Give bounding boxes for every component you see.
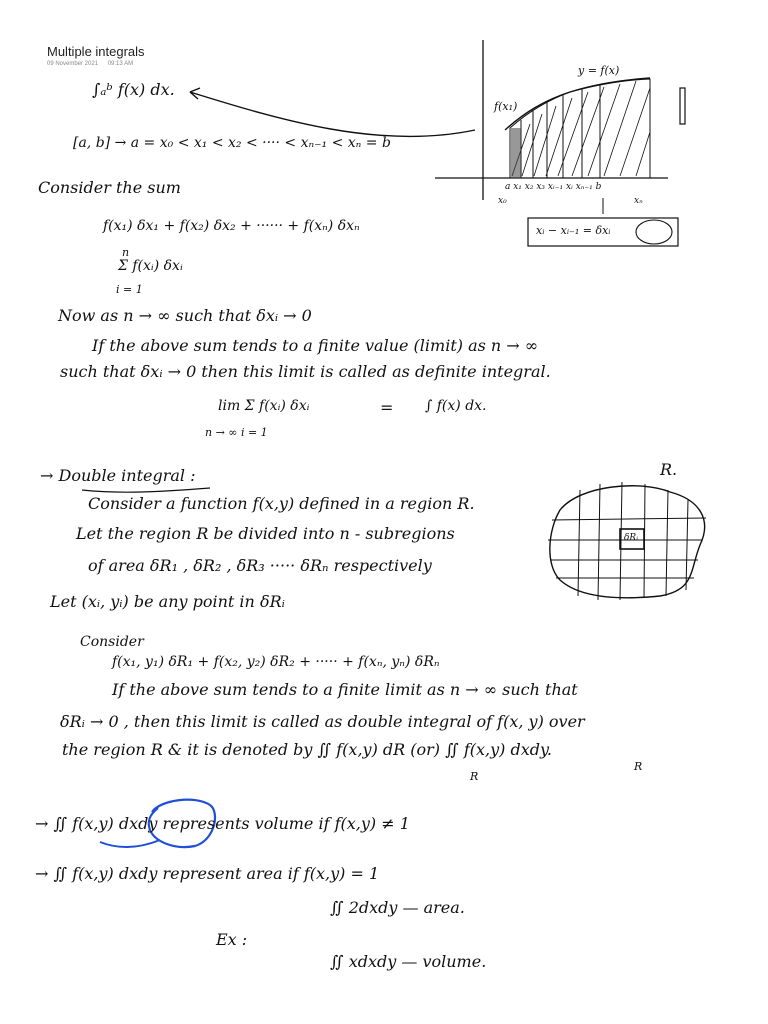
example-volume: ∬ xdxdy — volume. [330, 952, 487, 971]
double-line-2: Let the region R be divided into n - subregions [76, 524, 455, 543]
if2-region-r-2: R [634, 760, 643, 773]
if2-line-1: If the above sum tends to a finite limit as n → ∞ such that [112, 680, 578, 699]
sum-compact: Σ f(xᵢ) δxᵢ [118, 258, 183, 274]
page-time: 09:13 AM [107, 61, 134, 67]
graph-fx1-label: f(x₁) [494, 100, 518, 113]
double-integral-heading: → Double integral : [40, 466, 196, 485]
double-line-4: Let (xᵢ, yᵢ) be any point in δRᵢ [50, 592, 285, 611]
first-strip-fill [511, 128, 521, 178]
limit-equals: = [380, 398, 394, 417]
if2-line-3: the region R & it is denoted by ∬ f(x,y) dR (or) ∬ f(x,y) dxdy. [62, 740, 552, 759]
page-date: 09 November 2021 [47, 61, 99, 67]
limit-rhs: ∫ f(x) dx. [425, 398, 487, 414]
graph-x0-label: x₀ [498, 196, 507, 206]
double-sum: f(x₁, y₁) δR₁ + f(x₂, y₂) δR₂ + ····· + f(xₙ, yₙ) δRₙ [112, 654, 440, 670]
pointer-arrow [190, 92, 475, 136]
region-cell-label: δRᵢ [624, 533, 639, 543]
region-r-label: R. [660, 460, 678, 479]
limit-lhs: lim Σ f(xᵢ) δxᵢ [218, 398, 310, 414]
partition-line: [a, b] → a = x₀ < x₁ < x₂ < ···· < xₙ₋₁ < xₙ = b [73, 135, 391, 151]
example-label: Ex : [216, 930, 248, 949]
delta-x-definition: xᵢ − xᵢ₋₁ = δxᵢ [536, 224, 611, 237]
area-line: → ∬ f(x,y) dxdy represent area if f(x,y) = 1 [35, 864, 380, 883]
if2-line-2: δRᵢ → 0 , then this limit is called as double integral of f(x, y) over [60, 712, 585, 731]
graph-tick-labels: a x₁ x₂ x₃ xᵢ₋₁ xᵢ xₙ₋₁ b [505, 182, 602, 192]
example-area: ∬ 2dxdy — area. [330, 898, 465, 917]
graph-function-label: y = f(x) [578, 64, 620, 77]
volume-line: → ∬ f(x,y) dxdy represents volume if f(x,y) ≠ 1 [35, 814, 410, 833]
if-line-1: If the above sum tends to a finite value (limit) as n → ∞ [92, 336, 539, 355]
graph-area [510, 79, 650, 178]
single-integral: ∫ₐᵇ f(x) dx. [92, 80, 175, 99]
sum-expanded: f(x₁) δx₁ + f(x₂) δx₂ + ······ + f(xₙ) δxₙ [103, 218, 360, 234]
heading-underline [82, 488, 210, 492]
sum-lower-limit: i = 1 [116, 283, 143, 296]
now-line: Now as n → ∞ such that δxᵢ → 0 [58, 306, 312, 325]
if2-region-r-1: R [470, 770, 479, 783]
delta-x-circle [636, 220, 672, 244]
vertical-mark [680, 88, 685, 124]
double-line-3: of area δR₁ , δR₂ , δR₃ ····· δRₙ respectively [88, 556, 432, 575]
graph-xn-label: xₙ [634, 196, 643, 206]
if-line-2: such that δxᵢ → 0 then this limit is called as definite integral. [60, 362, 551, 381]
sum-upper-limit: n [122, 246, 130, 259]
consider-sum-label: Consider the sum [38, 178, 181, 197]
page-title: Multiple integrals [47, 44, 145, 59]
limit-under: n → ∞ i = 1 [205, 426, 268, 439]
double-line-1: Consider a function f(x,y) defined in a region R. [88, 494, 475, 513]
blue-highlight-underline [100, 840, 160, 847]
consider-label: Consider [80, 634, 144, 650]
